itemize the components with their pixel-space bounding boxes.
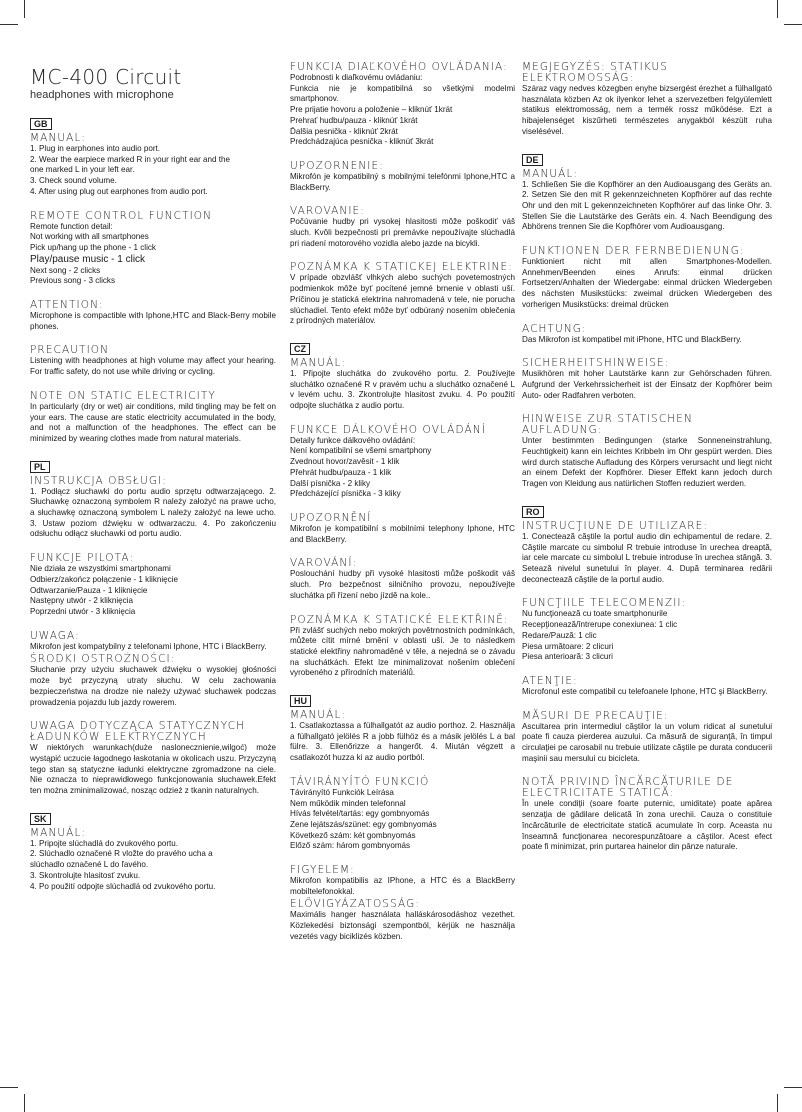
section-heading: FIGYELEM: [290, 864, 355, 877]
section-heading: ŚRODKI OSTROŻNOŚCI: [30, 653, 176, 666]
language-badge-de: DE [522, 154, 543, 166]
remote-line: Predchádzajúca pesnička - kliknúť 3krát [290, 137, 434, 147]
remote-line: Ďalšia pesnička - kliknúť 2krát [290, 126, 398, 136]
section-heading: INSTRUKCJA OBSŁUGI: [30, 474, 167, 487]
remote-line: Next song - 2 clicks [30, 265, 101, 275]
column-left [30, 66, 276, 892]
remote-line: Zvednout hovor/zavěsit - 1 klik [290, 457, 400, 467]
section-heading: ATENŢIE: [522, 674, 578, 687]
crop-mark [784, 1087, 802, 1088]
paragraph: 1. Podłącz słuchawki do portu audio sprzętu odtwarzającego. 2. Słuchawkę oznaczoną symbolem R należy założyć na prawe ucho, a słuchawkę oznaczoną symbolem L należy założyć na lewe ucho. 3. Ustaw poziom dźwięku w odtwarzaczu. 4. Po zakończeniu odsłuchu odłącz słuchawki od portu audio. [30, 486, 276, 539]
paragraph: În unele condiţii (soare foarte puternic, umiditate) poate apărea senzaţia de gâdilare delicată în zona urechii. Cauza o constituie încărcăturile de electricitate statică acumulate în corp. Aceasta nu înseamnă funcţionarea necorespunzătoare a căştilor. Acest efect poate fi minimizat, prin purtarea hainelor din pânze naturale. [522, 799, 772, 852]
section-heading: FUNKTIONEN DER FERNBEDIENUNG: [522, 245, 745, 258]
paragraph: W niektórych warunkach(duże naslonecznienie,wilgoć) może wystąpić uczucie łagodnego łaskotania w okolicach uszu. Przyczyną tego stan są statyczne ładunki elektryczne zgromadzone na ciele. Nie oznacza to nieprawidłowego funkcjonowania słuchawek.Efekt ten można zminimalizować, nosząc odzież z tkanin naturalnych. [30, 743, 276, 796]
manual-step: 2. Wear the earpiece marked R in your right ear and the [30, 154, 231, 164]
remote-line: Nu funcţionează cu toate smartphonurile [522, 609, 668, 619]
section-heading: UWAGA: [30, 629, 80, 642]
paragraph: Funktioniert nicht mit allen Smartphones-Modellen. Annehmen/Beenden eines Anrufs: einmal drücken Fortsetzen/Anhalten der Wiedergabe: einmal drücken Wiedergeben des nächsten Musikstücks: zweimal drücken Wiedergeben des vorherigen Musikstücks: dreimal drücken [522, 257, 772, 309]
paragraph: 1. Csatlakoztassa a fülhallgatót az audio porthoz. 2. Használja a fülhallgató jelölés R a jobb fülhöz és a másik jelölés L a bal fülre. 3. Ellenőrizze a hangerőt. 4. Miután végzett a csatlakozót huzza ki az audio portból. [290, 721, 515, 763]
remote-line: Podrobnosti k diaľkovému ovládaniu: [290, 73, 423, 82]
remote-line: Redare/Pauză: 1 clic [522, 630, 597, 640]
section-heading: VAROVANIE: [290, 205, 365, 218]
manual-step: 3. Check sound volume. [30, 176, 117, 186]
language-badge-cz: CZ [290, 343, 310, 355]
manual-step: 3. Skontrolujte hlasitosť zvuku. [30, 870, 141, 880]
crop-mark [777, 0, 778, 18]
manual-step: 2. Slúchadlo označené R vložte do pravého ucha a [30, 849, 213, 859]
crop-mark [0, 24, 18, 25]
remote-line: Odbierz/zakończ połączenie - 1 kliknięcie [30, 574, 179, 584]
paragraph: Listening with headphones at high volume may affect your hearing. For traffic safety, do not use while driving or cycling. [30, 356, 276, 377]
paragraph: Mikrofón je kompatibilný s mobilnými telefónmi Iphone,HTC a BlackBerry. [290, 171, 515, 192]
section-heading: POZNÁMKA K STATICKEJ ELEKTRINE: [290, 261, 513, 274]
crop-mark [24, 1094, 25, 1112]
section-heading: ELŐVIGYÁZATOSSÁG: [290, 898, 421, 911]
paragraph: Słuchanie przy użyciu słuchawek dźwięku o wysokiej głośności może być przyczyną utraty słuchu. W celu zachowania bezpieczeństwa na drodze nie należy używać słuchawek podczas prowadzenia pojazdu lub jazdy rowerem. [30, 665, 276, 707]
language-badge-pl: PL [30, 461, 50, 473]
paragraph: 1. Schließen Sie die Kopfhörer an den Audioausgang des Geräts an. 2. Setzen Sie den mit R gekennzeichneten Kopfhörer auf das rechte Ohr und den mit L gekennzeichneten Kopfhörer auf das linke Ohr. 3. Stellen Sie die Lautstärke des Geräts ein. 4. Nach Beendigung des Abhörens trennen Sie die Kopfhörer vom Audioausgang. [522, 179, 772, 232]
remote-line: Další písnička - 2 kliky [290, 478, 371, 488]
section-heading: VAROVÁNÍ: [290, 557, 358, 570]
section-heading: FUNKCIA DIAĽKOVÉHO OVLÁDANIA: [290, 61, 508, 73]
remote-line: Previous song - 3 clicks [30, 276, 116, 286]
manual-step: slúchadlo označené L do ľavého. [30, 860, 149, 870]
manual-step: one marked L in your left ear. [30, 165, 135, 175]
crop-mark [784, 24, 802, 25]
manual-step: 1. Plug in earphones into audio port. [30, 144, 161, 153]
paragraph: Mikrofon jest kompatybilny z telefonami Iphone, HTC i BlackBerry. [30, 641, 267, 651]
crop-mark [0, 1087, 18, 1088]
section-heading: POZNÁMKA K STATICKÉ ELEKTŘINĚ: [290, 613, 509, 626]
section-heading: UPOZORNĚNÍ [290, 511, 372, 524]
remote-line: Következő szám: két gombnyomás [290, 830, 416, 840]
section-heading: REMOTE CONTROL FUNCTION [30, 209, 213, 222]
paragraph: Funkcia nie je kompatibilná so všetkými modelmi smartphonov. [290, 83, 515, 104]
manual-step: 4. After using plug out earphones from audio port. [30, 186, 208, 196]
remote-line: Pick up/hang up the phone - 1 click [30, 242, 156, 252]
language-badge-gb: GB [30, 118, 52, 130]
paragraph: Maximális hanger használata halláskárosodáshoz vezethet. Közlekedési biztonsági szempontból, kérjük ne használja vezetés vagy biciklizés közben. [290, 910, 515, 941]
remote-line: Not working with all smartphones [30, 232, 149, 242]
column-right [522, 60, 772, 853]
section-heading: HINWEISE ZUR STATISCHEN AUFLADUNG: [522, 413, 693, 437]
paragraph: 1. Conectează căştile la portul audio din echipamentul de redare. 2. Căştile marcate cu simbolul R trebuie introduse în urechea dreaptă, iar cele marcate cu simbolul L trebuie introduse în urechea stângă. 3. Setează nivelul sunetului în player. 4. După terminarea redării deconectează căştile de la portul audio. [522, 531, 772, 584]
remote-line: Előző szám: három gombnyomás [290, 841, 411, 851]
section-heading: FUNCŢIILE TELECOMENZII: [522, 597, 687, 610]
remote-line: Recepţionează/întrerupe conexiunea: 1 clic [522, 620, 678, 630]
section-heading: UPOZORNENIE: [290, 159, 384, 172]
remote-line: Nie działa ze wszystkimi smartphonami [30, 564, 171, 574]
crop-mark [24, 0, 25, 18]
remote-line: Odtwarzanie/Pauza - 1 kliknięcie [30, 585, 148, 595]
remote-line: Není kompatibilní se všemi smartphony [290, 446, 432, 456]
section-heading: MĂSURI DE PRECAUŢIE: [522, 709, 669, 722]
paragraph: Poslouchání hudby při vysoké hlasitosti může poškodit váš sluch. Pro bezpečnost silničního provozu, nepoužívejte sluchátka při řízení nebo jízdě na kole.. [290, 569, 515, 600]
section-heading: MEGJEGYZÉS: STATIKUS ELEKTROMOSSÁG: [522, 61, 669, 84]
section-heading: MANUAL: [30, 132, 87, 144]
section-heading: MANUÁL: [290, 709, 347, 722]
section-heading: PRECAUTION [30, 344, 110, 357]
remote-line: Předcházející písnička - 3 kliky [290, 489, 401, 499]
paragraph: Mikrofon kompatibilis az IPhone, a HTC és a BlackBerry mobiltelefonokkal. [290, 876, 515, 896]
paragraph: Při zvlášť suchých nebo mokrých povětrnostních podmínkách, můžete cítit mírné brnění v oblasti uší. Je to následkem statické elektřiny nahromaděné v těle, a nejedná se o závadu na sluchátkách. Efekt lze minimalizovat nošením oblečení vyrobeného z přírodních materiálů. [290, 625, 515, 678]
remote-line: Távirányító Funkciók Leírása [290, 787, 394, 797]
column-middle [290, 60, 515, 943]
paragraph: Microfonul este compatibil cu telefoanele Iphone, HTC şi BlackBerry. [522, 686, 768, 696]
paragraph: Počúvanie hudby pri vysokej hlasitosti môže poškodiť váš sluch. Kvôli bezpečnosti pri premávke nepoužívajte slúchadlá pri riadení motorového vozidla alebo jazde na bicykli. [290, 217, 515, 248]
remote-line: Prehrať hudbu/pauza - kliknúť 1krát [290, 115, 418, 125]
paragraph: Das Mikrofon ist kompatibel mit iPhone, HTC und BlackBerry. [522, 334, 742, 344]
paragraph: Mikrofon je kompatibilní s mobilními telephony Iphone, HTC and BlackBerry. [290, 523, 515, 544]
remote-line: Hívás felvétel/tartás: egy gombnyomás [290, 809, 430, 819]
section-heading: UWAGA DOTYCZĄCA STATYCZNYCH ŁADUNKÓW ELEKTRYCZNYCH [30, 720, 246, 744]
paragraph: Musikhören mit hoher Lautstärke kann zur Gehörschaden führen. Aufgrund der Verkehrssicherheit ist der Einsatz der Kopfhörer beim Auto- oder Radfahren verboten. [522, 369, 772, 400]
paragraph: Unter bestimmten Bedingungen (starke Sonneneinstrahlung, Feuchtigkeit) kann ein leichtes Kribbeln im Ohr gespürt werden. Dies wird durch statische Aufladung des Körpers verursacht und liegt nicht an einem Defekt der Kopfhörer. Dieser Effekt kann jedoch durch Tragen von Kleidung aus natürlichen Stoffen reduziert werden. [522, 436, 772, 489]
section-heading: FUNKCJE PILOTA: [30, 552, 135, 565]
remote-line-large: Play/pause music - 1 click [30, 253, 146, 265]
section-heading: NOTE ON STATIC ELECTRICITY [30, 389, 216, 402]
crop-mark [777, 1094, 778, 1112]
manual-step: 4. Po použití odpojte slúchadlá od zvukového portu. [30, 881, 216, 891]
remote-line: Piesa următoare: 2 clicuri [522, 641, 614, 651]
paragraph: Ascultarea prin intermediul căştilor la un volum ridicat al sunetului poate fi cauza pierderea auzului. Ca măsură de siguranţă, în timpul circulaţiei pe carosabil nu trebuie utilizate căştile pe durata conducerii maşinii sau mersului cu bicicleta. [522, 721, 772, 763]
product-subtitle: headphones with microphone [30, 89, 174, 101]
section-heading: ATTENTION: [30, 299, 104, 312]
section-heading: ACHTUNG: [522, 322, 587, 335]
remote-line: Następny utwór - 2 kliknięcia [30, 596, 134, 606]
paragraph: Száraz vagy nedves közegben enyhe bizsergést érezhet a fülhallgató használata közben Az ok ilyenkor lehet a szervezetben felgyülemlett statikus elektromosság, nem a termék rossz működése. Ezt a hibajelenséget kiszűrheti természetes anygakból készült ruha viselésével. [522, 84, 772, 136]
remote-line: Remote function detail: [30, 221, 113, 231]
language-badge-hu: HU [290, 695, 311, 707]
section-heading: INSTRUCŢIUNE DE UTILIZARE: [522, 519, 709, 532]
section-heading: SICHERHEITSHINWEISE: [522, 357, 670, 370]
section-heading: MANUÁL: [290, 356, 347, 369]
paragraph: In particularly (dry or wet) air conditions, mild tingling may be felt on your ears. The cause are static electricity accumulated in the body, and not a malfunction of the headphones. The effect can be minimized by wearing clothes made from natural materials. [30, 401, 276, 443]
remote-line: Pre prijatie hovoru a položenie – kliknúť 1krát [290, 105, 453, 115]
section-heading: TÁVIRÁNYÍTÓ FUNKCIÓ [290, 775, 430, 788]
paragraph: 1. Připojte sluchátka do zvukového portu. 2. Používejte sluchátko označené R v pravém uchu a sluchátko označené L v levém uchu. 3. Zkontrolujte hlasitost zvuku. 4. Po použití odpojte sluchátka z audio portu. [290, 368, 515, 411]
remote-line: Přehrát hudbu/pauza - 1 klik [290, 467, 392, 477]
remote-line: Piesa anterioară: 3 clicuri [522, 652, 613, 662]
section-heading: MANUÁL: [522, 167, 579, 180]
section-heading: FUNKCE DÁLKOVÉHO OVLÁDÁNÍ [290, 423, 486, 436]
remote-line: Poprzedni utwór - 3 kliknięcia [30, 606, 136, 616]
manual-step: 1. Pripojte slúchadlá do zvukového portu. [30, 838, 179, 848]
paragraph: V prípade obzvlášť vlhkých alebo suchých povetemostných podmienkok môže byť pocítené jemné brnenie v oblasti uší. Príčinou je statická elektrina nahromadená v tele, nie porucha slúchadiel. Tento efekt môže byť odbúraný nosením oblečenia z prírodných materiálov. [290, 273, 515, 326]
paragraph: Microphone is compactible with Iphone,HTC and Black-Berry mobile phones. [30, 311, 276, 331]
section-heading: MANUÁL: [30, 826, 87, 839]
product-title: MC-400 Circuit [30, 65, 182, 89]
language-badge-ro: RO [522, 506, 544, 518]
language-badge-sk: SK [30, 813, 51, 825]
section-heading: NOTĂ PRIVIND ÎNCĂRCĂTURILE DE ELECTRICITATE STATICĂ: [522, 776, 734, 800]
remote-line: Detaily funkce dálkového ovládání: [290, 435, 416, 445]
remote-line: Zene lejátszás/szünet: egy gombnyomás [290, 819, 437, 829]
remote-line: Nem működik minden telefonnal [290, 798, 406, 808]
